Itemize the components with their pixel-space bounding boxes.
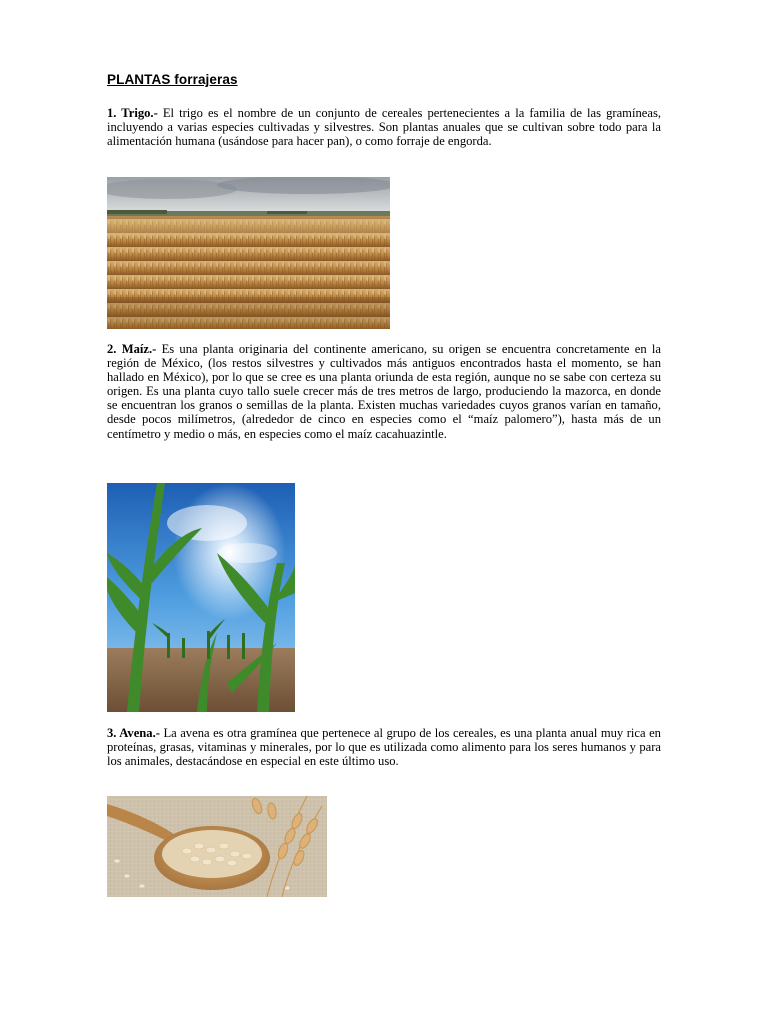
section-trigo	[107, 106, 661, 148]
oats-spoon-photo	[107, 796, 327, 897]
section-maiz	[107, 342, 661, 441]
section-avena	[107, 726, 661, 768]
wheat-field-photo	[107, 177, 390, 329]
section-body: Es una planta originaria del continente americano, su origen se encuentra concretamente en la región de México, (los restos silvestres y cultivados más antiguos encontrados hasta el momento, se han hallado en México), por lo que se cree es una planta oriunda de esta región, aunque no se sabe con certeza su origen. Es una planta cuyo tallo suele crecer más de tres metros de largo, produciendo la mazorca, en donde se encuentran los granos o semillas de la planta. Existen muchas variedades cuyos granos varían en tamaño, desde pocos milímetros, (alrededor de cinco en especies como el “maíz palomero”), hasta más de un centímetro y medio o más, en especies como el maíz cacahuazintle.	[107, 342, 661, 441]
section-heading: 1. Trigo.-	[107, 106, 158, 120]
section-body: El trigo es el nombre de un conjunto de cereales pertenecientes a la familia de las gramíneas, incluyendo a varias especies cultivadas y silvestres. Son plantas anuales que se cultivan sobre todo para la alimentación humana (usándose para hacer pan), o como forraje de engorda.	[107, 106, 661, 149]
corn-field-photo	[107, 483, 295, 712]
document-title: PLANTAS forrajeras	[107, 72, 238, 87]
section-body: La avena es otra gramínea que pertenece al grupo de los cereales, es una planta anual muy rica en proteínas, grasas, vitaminas y minerales, por lo que es utilizada como alimento para los seres humanos y para los animales, destacándose en especial en este último uso.	[107, 726, 661, 769]
section-heading: 3. Avena.-	[107, 726, 160, 740]
section-heading: 2. Maíz.-	[107, 342, 157, 356]
